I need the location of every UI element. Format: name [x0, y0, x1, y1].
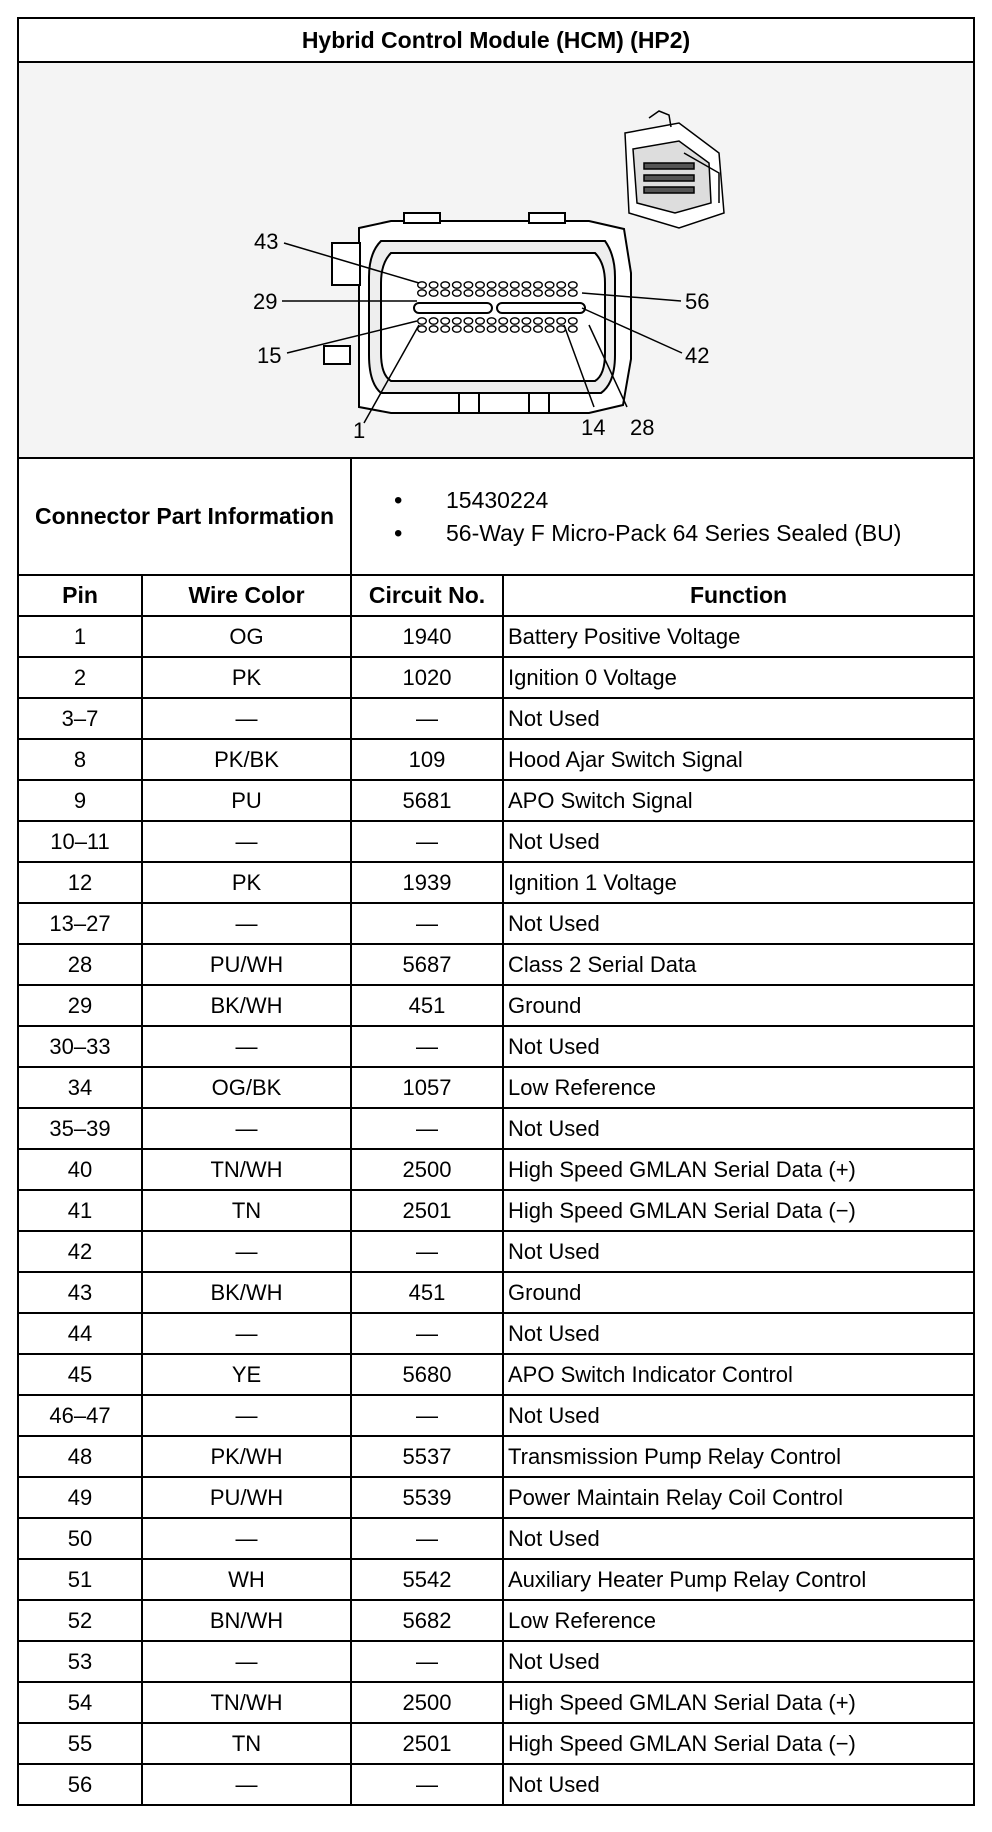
pin-cell: 49 [18, 1477, 142, 1518]
function-cell: Ground [503, 985, 974, 1026]
wire-color-cell: — [142, 1518, 351, 1559]
wire-color-cell: BN/WH [142, 1600, 351, 1641]
circuit-cell: — [351, 903, 503, 944]
table-row [18, 1764, 974, 1805]
table-row [18, 1723, 974, 1764]
circuit-cell: 5681 [351, 780, 503, 821]
circuit-cell: — [351, 1395, 503, 1436]
circuit-cell: 2501 [351, 1190, 503, 1231]
wire-color-cell: — [142, 903, 351, 944]
pin-cell: 10–11 [18, 821, 142, 862]
pin-cell: 44 [18, 1313, 142, 1354]
function-cell: Power Maintain Relay Coil Control [503, 1477, 974, 1518]
circuit-cell: 5682 [351, 1600, 503, 1641]
function-cell: High Speed GMLAN Serial Data (+) [503, 1682, 974, 1723]
callout-29: 29 [253, 289, 278, 314]
circuit-cell: 1940 [351, 616, 503, 657]
connector-end-view-sheet [17, 17, 973, 1823]
circuit-cell: 2501 [351, 1723, 503, 1764]
pin-cell: 42 [18, 1231, 142, 1272]
connector-inset-icon [625, 111, 724, 228]
pin-cell: 51 [18, 1559, 142, 1600]
pin-cell: 35–39 [18, 1108, 142, 1149]
table-row [18, 862, 974, 903]
circuit-cell: — [351, 1231, 503, 1272]
pin-cell: 43 [18, 1272, 142, 1313]
wire-color-cell: — [142, 1641, 351, 1682]
table-row [18, 1559, 974, 1600]
circuit-cell: 109 [351, 739, 503, 780]
function-cell: High Speed GMLAN Serial Data (+) [503, 1149, 974, 1190]
circuit-cell: — [351, 1764, 503, 1805]
pin-cell: 9 [18, 780, 142, 821]
table-row [18, 1231, 974, 1272]
function-cell: APO Switch Signal [503, 780, 974, 821]
circuit-cell: 2500 [351, 1149, 503, 1190]
table-row [18, 1518, 974, 1559]
wire-color-cell: TN [142, 1190, 351, 1231]
function-cell: Low Reference [503, 1067, 974, 1108]
pin-cell: 12 [18, 862, 142, 903]
circuit-cell: 2500 [351, 1682, 503, 1723]
function-cell: Not Used [503, 821, 974, 862]
pin-cell: 40 [18, 1149, 142, 1190]
table-row [18, 616, 974, 657]
wire-color-cell: OG [142, 616, 351, 657]
wire-color-cell: PK [142, 657, 351, 698]
callout-28: 28 [630, 415, 655, 440]
table-row [18, 1477, 974, 1518]
pin-cell: 52 [18, 1600, 142, 1641]
circuit-cell: — [351, 821, 503, 862]
header-circuit-no: Circuit No. [351, 575, 503, 616]
wire-color-cell: TN/WH [142, 1149, 351, 1190]
function-cell: Battery Positive Voltage [503, 616, 974, 657]
wire-color-cell: — [142, 1108, 351, 1149]
wire-color-cell: BK/WH [142, 1272, 351, 1313]
circuit-cell: — [351, 1026, 503, 1067]
pin-cell: 34 [18, 1067, 142, 1108]
table-row [18, 780, 974, 821]
wire-color-cell: — [142, 1764, 351, 1805]
callout-1: 1 [353, 418, 366, 443]
pin-cell: 28 [18, 944, 142, 985]
connector-drawing [19, 63, 971, 457]
pin-cell: 1 [18, 616, 142, 657]
wire-color-cell: — [142, 1231, 351, 1272]
table-row [18, 698, 974, 739]
pin-cell: 29 [18, 985, 142, 1026]
pin-cell: 46–47 [18, 1395, 142, 1436]
table-row [18, 1641, 974, 1682]
circuit-cell: 5680 [351, 1354, 503, 1395]
function-cell: Not Used [503, 698, 974, 739]
pin-cell: 41 [18, 1190, 142, 1231]
circuit-cell: — [351, 1313, 503, 1354]
table-row [18, 1354, 974, 1395]
wire-color-cell: — [142, 1026, 351, 1067]
table-row [18, 1272, 974, 1313]
pin-cell: 50 [18, 1518, 142, 1559]
table-row [18, 1108, 974, 1149]
table-row [18, 1600, 974, 1641]
function-cell: Transmission Pump Relay Control [503, 1436, 974, 1477]
wire-color-cell: PU/WH [142, 944, 351, 985]
circuit-cell: 451 [351, 1272, 503, 1313]
callout-14: 14 [581, 415, 606, 440]
pin-cell: 8 [18, 739, 142, 780]
wire-color-cell: PK/BK [142, 739, 351, 780]
wire-color-cell: PK [142, 862, 351, 903]
circuit-cell: 5542 [351, 1559, 503, 1600]
function-cell: Not Used [503, 1518, 974, 1559]
header-pin: Pin [18, 575, 142, 616]
connector-diagram [18, 62, 974, 458]
function-cell: Not Used [503, 1026, 974, 1067]
table-header [18, 575, 974, 616]
table-row [18, 1313, 974, 1354]
function-cell: Hood Ajar Switch Signal [503, 739, 974, 780]
callout-42: 42 [685, 343, 710, 368]
callout-56: 56 [685, 289, 710, 314]
wire-color-cell: YE [142, 1354, 351, 1395]
pin-cell: 54 [18, 1682, 142, 1723]
function-cell: Not Used [503, 1108, 974, 1149]
callout-15: 15 [257, 343, 282, 368]
function-cell: Class 2 Serial Data [503, 944, 974, 985]
table-row [18, 821, 974, 862]
function-cell: High Speed GMLAN Serial Data (−) [503, 1723, 974, 1764]
circuit-cell: 451 [351, 985, 503, 1026]
connector-description: • 56-Way F Micro-Pack 64 Series Sealed (BU) [394, 517, 973, 550]
wire-color-cell: TN [142, 1723, 351, 1764]
table-row [18, 944, 974, 985]
connector-part-number: • 15430224 [394, 484, 973, 517]
pin-cell: 3–7 [18, 698, 142, 739]
circuit-cell: — [351, 1108, 503, 1149]
circuit-cell: 5687 [351, 944, 503, 985]
function-cell: Not Used [503, 1231, 974, 1272]
table-row [18, 657, 974, 698]
wire-color-cell: — [142, 821, 351, 862]
circuit-cell: 5537 [351, 1436, 503, 1477]
function-cell: Ignition 1 Voltage [503, 862, 974, 903]
table-row [18, 1436, 974, 1477]
pin-cell: 45 [18, 1354, 142, 1395]
table-row [18, 985, 974, 1026]
circuit-cell: 1057 [351, 1067, 503, 1108]
pin-cell: 30–33 [18, 1026, 142, 1067]
function-cell: Not Used [503, 1395, 974, 1436]
wire-color-cell: BK/WH [142, 985, 351, 1026]
header-wire-color: Wire Color [142, 575, 351, 616]
circuit-cell: 1020 [351, 657, 503, 698]
circuit-cell: — [351, 1641, 503, 1682]
table-row [18, 739, 974, 780]
wire-color-cell: OG/BK [142, 1067, 351, 1108]
table-row [18, 1395, 974, 1436]
pin-cell: 2 [18, 657, 142, 698]
header-function: Function [503, 575, 974, 616]
pinout-table [17, 17, 975, 1806]
callout-43: 43 [254, 229, 279, 254]
pin-cell: 56 [18, 1764, 142, 1805]
function-cell: Not Used [503, 1313, 974, 1354]
wire-color-cell: — [142, 698, 351, 739]
pin-cell: 53 [18, 1641, 142, 1682]
table-row [18, 1682, 974, 1723]
function-cell: Low Reference [503, 1600, 974, 1641]
function-cell: APO Switch Indicator Control [503, 1354, 974, 1395]
pin-cell: 13–27 [18, 903, 142, 944]
wire-color-cell: — [142, 1395, 351, 1436]
connector-info-label: Connector Part Information [18, 458, 351, 575]
table-row [18, 903, 974, 944]
pin-cell: 48 [18, 1436, 142, 1477]
table-row [18, 1149, 974, 1190]
wire-color-cell: PU [142, 780, 351, 821]
function-cell: Auxiliary Heater Pump Relay Control [503, 1559, 974, 1600]
function-cell: Ignition 0 Voltage [503, 657, 974, 698]
function-cell: High Speed GMLAN Serial Data (−) [503, 1190, 974, 1231]
circuit-cell: — [351, 698, 503, 739]
wire-color-cell: TN/WH [142, 1682, 351, 1723]
wire-color-cell: PU/WH [142, 1477, 351, 1518]
function-cell: Not Used [503, 1641, 974, 1682]
circuit-cell: 1939 [351, 862, 503, 903]
wire-color-cell: PK/WH [142, 1436, 351, 1477]
function-cell: Ground [503, 1272, 974, 1313]
table-row [18, 1190, 974, 1231]
pin-cell: 55 [18, 1723, 142, 1764]
circuit-cell: — [351, 1518, 503, 1559]
wire-color-cell: — [142, 1313, 351, 1354]
table-row [18, 1067, 974, 1108]
connector-info-list [351, 458, 974, 575]
function-cell: Not Used [503, 903, 974, 944]
table-row [18, 1026, 974, 1067]
wire-color-cell: WH [142, 1559, 351, 1600]
page-title: Hybrid Control Module (HCM) (HP2) [18, 18, 974, 62]
function-cell: Not Used [503, 1764, 974, 1805]
circuit-cell: 5539 [351, 1477, 503, 1518]
